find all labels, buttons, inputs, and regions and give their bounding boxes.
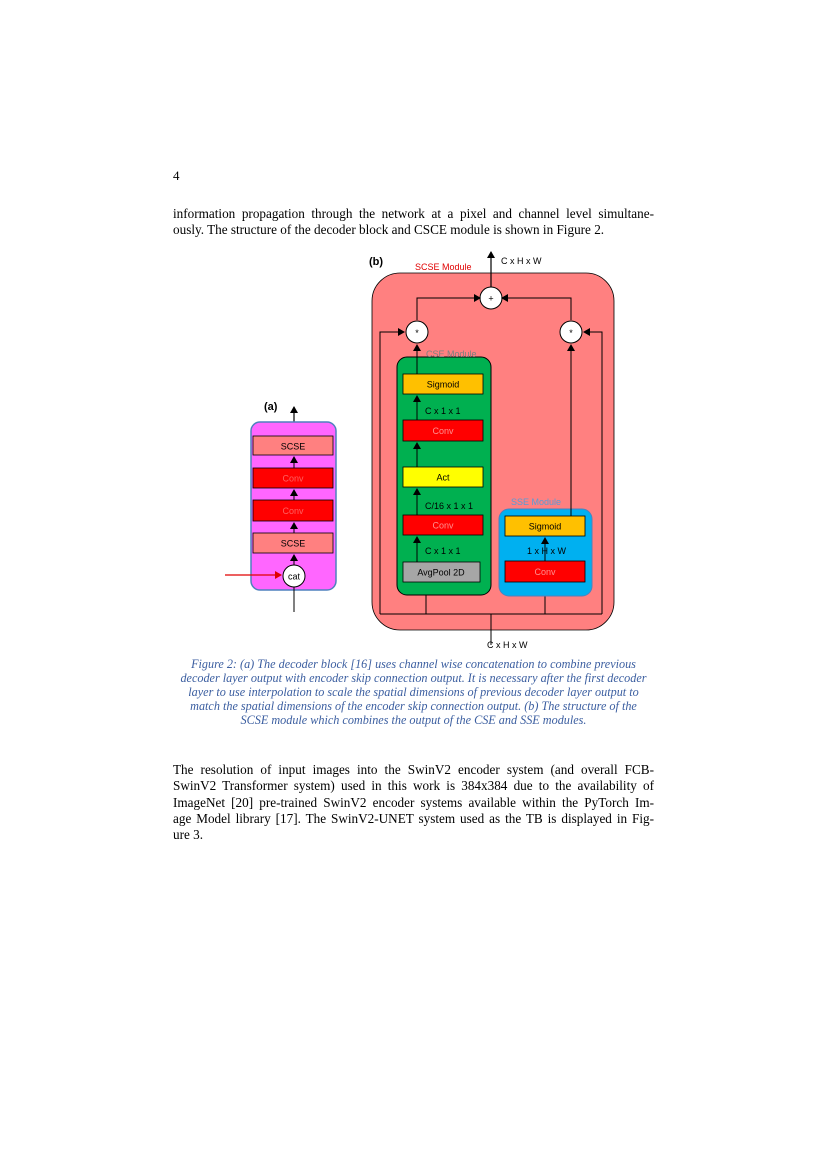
body-paragraph-2 [173, 762, 654, 843]
cse-act-label: Act [436, 472, 450, 483]
conv-block-lower-label: Conv [282, 506, 304, 516]
caption-line: match the spatial dimensions of the encoder skip connection output. (b) The structure of the [190, 699, 637, 714]
text-line: SwinV2 Transformer system) used in this work is 384x384 due to the availability of [173, 778, 654, 794]
caption-line: SCSE module which combines the output of the CSE and SSE modules. [240, 713, 587, 728]
text-line: age Model library [17]. The SwinV2-UNET system used as the TB is displayed in Fig- [173, 810, 654, 826]
sse-conv-label: Conv [534, 567, 556, 577]
text-line: information propagation through the network at a pixel and channel level simultane- [173, 206, 654, 221]
cat-node-label: cat [287, 571, 301, 582]
cse-conv-top-label: Conv [432, 426, 454, 436]
scse-block-bottom-label: SCSE [280, 538, 306, 549]
cse-avgpool-label: AvgPool 2D [417, 567, 465, 578]
scse-block-top-label: SCSE [280, 441, 306, 452]
caption-line: Figure 2: (a) The decoder block [16] uses channel wise concatenation to combine previous [191, 657, 636, 671]
multiply-left-symbol: * [415, 328, 419, 338]
caption-line: layer to use interpolation to scale the spatial dimensions of previous decoder layer output to [188, 685, 639, 700]
panel-b [369, 252, 614, 650]
text-line: ImageNet [20] pre-trained SwinV2 encoder systems available within the PyTorch Im- [173, 794, 654, 810]
text-line: ously. The structure of the decoder block and CSCE module is shown in Figure 2. [173, 222, 605, 238]
multiply-right-symbol: * [569, 328, 573, 338]
panel-b-label: (b) [369, 256, 384, 268]
cse-dim-2: C/16 x 1 x 1 [425, 501, 474, 511]
text-line: The resolution of input images into the SwinV2 encoder system (and overall FCB- [173, 762, 654, 777]
scse-module-title: SCSE Module [415, 262, 472, 272]
cse-module-title: CSE Module [426, 349, 477, 359]
add-node-symbol: + [488, 293, 494, 304]
cse-dim-3: C x 1 x 1 [425, 546, 461, 556]
sse-module-title: SSE Module [511, 497, 562, 507]
input-dim-label: C x H x W [487, 640, 528, 650]
cse-dim-1: C x 1 x 1 [425, 406, 461, 416]
cse-sigmoid-label: Sigmoid [426, 379, 460, 390]
output-dim-label: C x H x W [501, 256, 542, 266]
sse-sigmoid-label: Sigmoid [528, 521, 562, 532]
figure-caption [168, 657, 659, 727]
conv-block-upper-label: Conv [282, 473, 304, 484]
page-number: 4 [173, 168, 180, 183]
cse-conv-bottom-label: Conv [432, 520, 454, 531]
panel-a [225, 401, 336, 612]
text-line: ure 3. [173, 827, 204, 843]
panel-a-label: (a) [264, 401, 278, 413]
caption-line: decoder layer output with encoder skip connection output. It is necessary after the first decoder [180, 671, 647, 686]
sse-dim: 1 x H x W [527, 546, 567, 556]
